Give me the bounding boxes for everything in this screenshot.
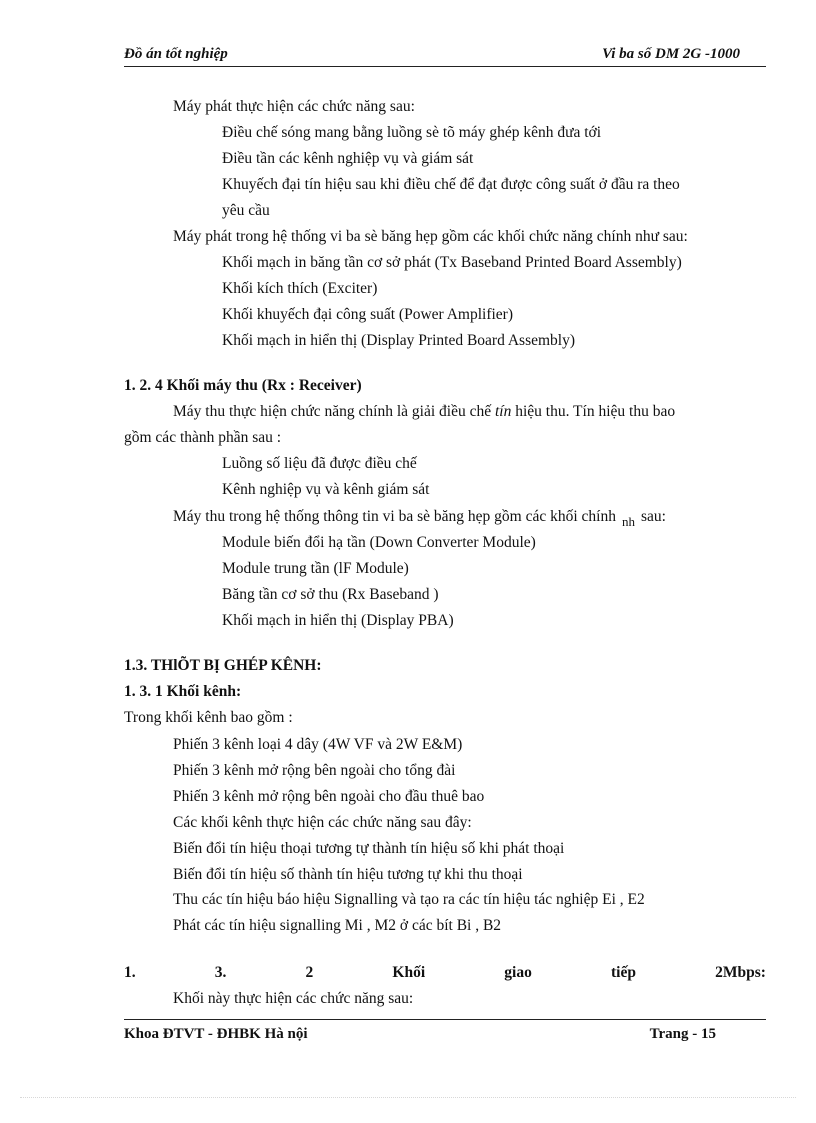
list-item: Khối mạch in hiển thị (Display PBA)	[222, 612, 454, 629]
heading-word: tiếp	[611, 964, 636, 981]
list-item: Khuyếch đại tín hiệu sau khi điều chế để đạt được công suất ở đầu ra theo	[222, 176, 680, 193]
list-item: Phiến 3 kênh loại 4 dây (4W VF và 2W E&M)	[173, 736, 463, 753]
interface-intro: Khối này thực hiện các chức năng sau:	[173, 990, 414, 1007]
list-item: Biến đổi tín hiệu thoại tương tự thành tín hiệu số khi phát thoại	[173, 840, 565, 857]
list-item: Phát các tín hiệu signalling Mi , M2 ở các bít Bi , B2	[173, 917, 502, 934]
list-item: Biến đổi tín hiệu số thành tín hiệu tương tự khi thu thoại	[173, 866, 523, 883]
heading-word: Khối	[392, 964, 426, 981]
paragraph-text: Máy thu thực hiện chức năng chính là giải điều chế	[173, 403, 495, 420]
heading-word: 1.	[124, 964, 136, 981]
paragraph-text: hiệu thu. Tín hiệu thu bao	[511, 403, 676, 420]
channel-intro: Trong khối kênh bao gồm :	[124, 709, 293, 726]
heading-word: giao	[504, 964, 532, 981]
list-item: Khối kích thích (Exciter)	[222, 280, 378, 297]
list-item: Các khối kênh thực hiện các chức năng sau đây:	[173, 814, 472, 831]
page-bottom-divider	[20, 1097, 796, 1098]
list-item: Băng tần cơ sở thu (Rx Baseband )	[222, 586, 439, 603]
section-heading-receiver: 1. 2. 4 Khối máy thu (Rx : Receiver)	[124, 377, 362, 394]
list-item: Phiến 3 kênh mở rộng bên ngoài cho tổng đài	[173, 762, 456, 779]
list-item: Điều chế sóng mang bằng luồng sè tõ máy ghép kênh đưa tới	[222, 124, 602, 141]
heading-word: 2Mbps:	[715, 964, 766, 981]
receiver-paragraph-line1	[173, 402, 766, 422]
footer-left: Khoa ĐTVT - ĐHBK Hà nội	[124, 1026, 308, 1042]
paragraph-text: Máy thu trong hệ thống thông tin vi ba sè băng hẹp gồm các khối chính	[173, 508, 616, 525]
subsection-heading-channel-block: 1. 3. 1 Khối kênh:	[124, 683, 242, 700]
section-heading-multiplexer: 1.3. THlÕT BỊ GHÉP KÊNH:	[124, 657, 322, 674]
header-left-title: Đồ án tốt nghiệp	[124, 46, 228, 62]
list-item: Luồng số liệu đã được điều chế	[222, 455, 417, 472]
tx-intro-2: Máy phát trong hệ thống vi ba sè băng hẹp gồm các khối chức năng chính như sau:	[173, 228, 688, 245]
receiver-paragraph-line2: gồm các thành phần sau :	[124, 429, 282, 446]
misplaced-subscript: nh	[621, 514, 635, 529]
list-item: Module trung tần (lF Module)	[222, 560, 409, 577]
list-item: Khối mạch in hiển thị (Display Printed Board Assembly)	[222, 332, 576, 349]
paragraph-emphasis: tín	[494, 403, 512, 420]
list-item: Phiến 3 kênh mở rộng bên ngoài cho đầu thuê bao	[173, 788, 485, 805]
header-right-title: Vi ba số DM 2G -1000	[602, 46, 740, 62]
list-item: Kênh nghiệp vụ và kênh giám sát	[222, 481, 430, 498]
subsection-heading-2mbps	[124, 963, 766, 983]
list-item: Khối khuyếch đại công suất (Power Amplifier)	[222, 306, 513, 323]
tx-intro: Máy phát thực hiện các chức năng sau:	[173, 98, 415, 115]
paragraph-text: sau:	[640, 508, 666, 525]
list-item: yêu cầu	[222, 202, 270, 219]
rx-intro-2	[173, 507, 666, 527]
list-item: Module biến đổi hạ tần (Down Converter Module)	[222, 534, 536, 551]
list-item: Thu các tín hiệu báo hiệu Signalling và tạo ra các tín hiệu tác nghiệp Ei , E2	[173, 891, 645, 908]
list-item: Điều tần các kênh nghiệp vụ và giám sát	[222, 150, 474, 167]
page-footer	[124, 1019, 766, 1042]
heading-word: 2	[305, 964, 314, 981]
page-number: Trang - 15	[649, 1026, 716, 1042]
heading-word: 3.	[214, 964, 227, 981]
list-item: Khối mạch in băng tần cơ sở phát (Tx Baseband Printed Board Assembly)	[222, 254, 682, 271]
page-header	[124, 46, 766, 67]
